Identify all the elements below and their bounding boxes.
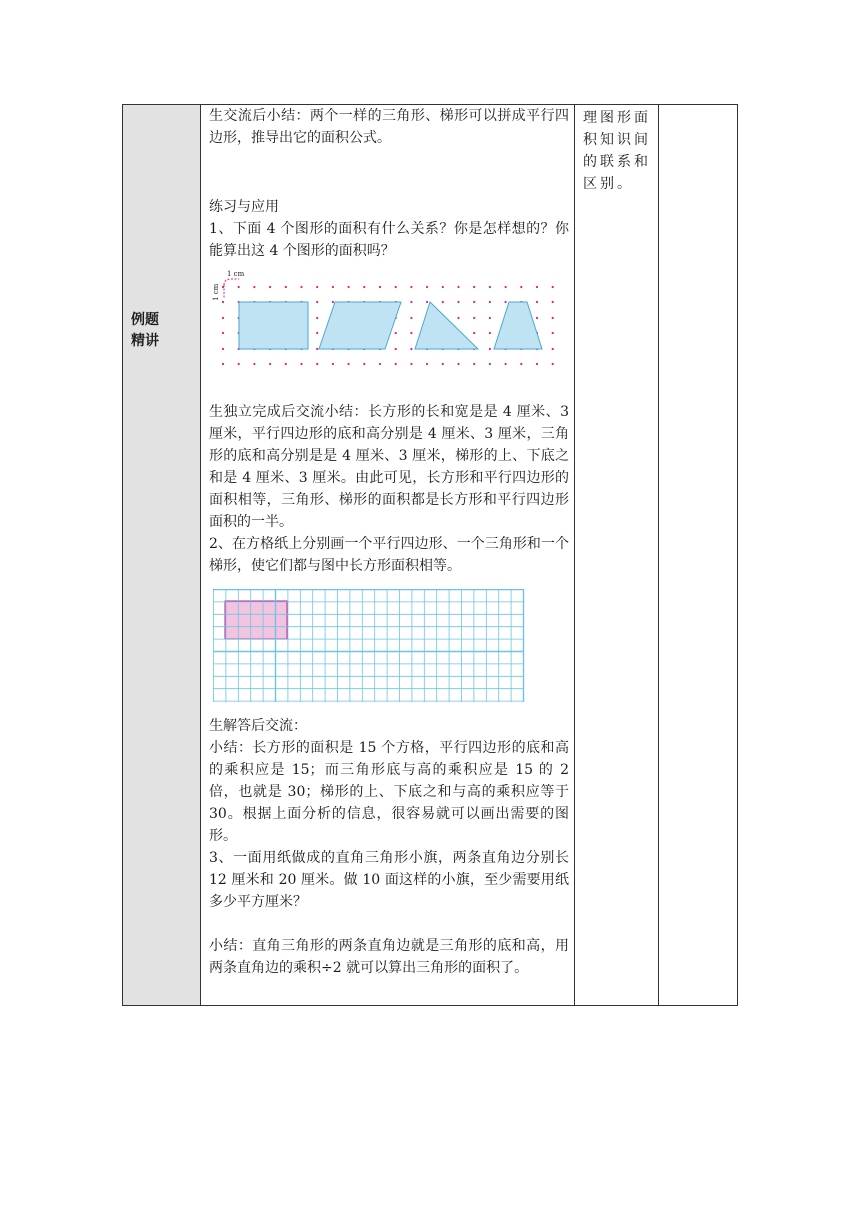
- grid-dot: [316, 348, 318, 350]
- question-1: 1、下面 4 个图形的面积有什么关系？你是怎样想的？你能算出这 4 个图形的面积吗？: [209, 221, 569, 259]
- grid-dot: [410, 286, 412, 288]
- grid-dot: [379, 363, 381, 365]
- grid-dot: [442, 301, 444, 303]
- answer-heading: 生解答后交流：: [209, 718, 307, 734]
- grid-dot: [552, 332, 554, 334]
- grid-dot: [253, 363, 255, 365]
- rectangle-shape: [239, 302, 308, 349]
- question-3: 3、一面用纸做成的直角三角形小旗，两条直角边分别长 12 厘米和 20 厘米。做 10 面这样的小旗，至少需要用纸多少平方厘米？: [209, 850, 569, 910]
- grid-dot: [552, 301, 554, 303]
- grid-dot: [426, 286, 428, 288]
- grid-dot: [395, 332, 397, 334]
- grid-dot: [285, 286, 287, 288]
- grid-dot: [457, 363, 459, 365]
- row-label: [131, 310, 159, 352]
- section-heading: 练习与应用: [209, 199, 279, 215]
- grid-dot: [410, 317, 412, 319]
- grid-dot: [457, 286, 459, 288]
- grid-dot: [410, 301, 412, 303]
- unit-label-vertical: 1 cm: [212, 283, 220, 301]
- grid-dot: [473, 332, 475, 334]
- lesson-table: [122, 104, 738, 1006]
- grid-dot: [332, 301, 334, 303]
- question-2: 2、在方格纸上分别画一个平行四边形、一个三角形和一个梯形，使它们都与图中长方形面积相等。: [209, 536, 569, 574]
- grid-dot: [316, 317, 318, 319]
- grid-dot: [363, 286, 365, 288]
- grid-dot: [395, 363, 397, 365]
- grid-dot: [442, 363, 444, 365]
- grid-dot: [316, 301, 318, 303]
- grid-dot: [348, 363, 350, 365]
- grid-dot: [316, 286, 318, 288]
- grid-dot: [316, 363, 318, 365]
- grid-dot: [426, 363, 428, 365]
- grid-dot: [536, 317, 538, 319]
- summary-paragraph-3: 小结：长方形的面积是 15 个方格，平行四边形的底和高的乘积应是 15；而三角形底与高的乘积应是 15 的 2 倍，也就是 30；梯形的上、下底之和与高的乘积应等于 30。根据上面分析的信息，很容易就可以画出需要的图形。: [209, 740, 569, 844]
- grid-dot: [505, 301, 507, 303]
- blank-cell: [659, 105, 737, 1005]
- grid-dot: [238, 286, 240, 288]
- grid-dot: [238, 363, 240, 365]
- content-cell: [201, 105, 575, 1005]
- grid-dot: [457, 301, 459, 303]
- grid-dot: [348, 286, 350, 288]
- grid-dot: [552, 363, 554, 365]
- grid-dot: [316, 332, 318, 334]
- grid-dot: [489, 332, 491, 334]
- grid-dot: [473, 286, 475, 288]
- grid-dot: [552, 286, 554, 288]
- square-grid-figure: [213, 589, 525, 704]
- grid-dot: [489, 286, 491, 288]
- grid-dot: [505, 363, 507, 365]
- grid-dot: [552, 317, 554, 319]
- grid-dot: [426, 301, 428, 303]
- grid-dot: [536, 286, 538, 288]
- grid-dot: [332, 363, 334, 365]
- grid-dot: [473, 363, 475, 365]
- grid-dot: [363, 363, 365, 365]
- grid-dot: [222, 363, 224, 365]
- grid-dot: [222, 317, 224, 319]
- summary-paragraph-1: 生交流后小结：两个一样的三角形、梯形可以拼成平行四边形，推导出它的面积公式。: [209, 108, 569, 146]
- row-label-line-1: 例题: [131, 312, 159, 328]
- row-label-cell: [123, 105, 201, 1005]
- grid-dot: [473, 301, 475, 303]
- notes-cell: [575, 105, 659, 1005]
- shapes-dot-grid-figure: [209, 269, 565, 369]
- grid-dot: [222, 332, 224, 334]
- unit-bracket-horizontal: [224, 279, 239, 285]
- grid-dot: [536, 301, 538, 303]
- given-rectangle: [225, 601, 287, 639]
- grid-dot: [300, 286, 302, 288]
- grid-dot: [395, 348, 397, 350]
- summary-paragraph-2: 生独立完成后交流小结：长方形的长和宽是是 4 厘米、3 厘米，平行四边形的底和高分别是 4 厘米、3 厘米，三角形的底和高分别是是 4 厘米、3 厘米，梯形的上、下底之和是 4 厘米、3 厘米。由此可见，长方形和平行四边形的面积相等，三角形、梯形的面积都是长方形和平行四边形面积的一半。: [209, 404, 569, 530]
- trapezoid-shape: [494, 302, 542, 349]
- grid-dot: [489, 348, 491, 350]
- grid-dot: [505, 286, 507, 288]
- design-note: 理图形面积知识间的联系和区别。: [583, 110, 651, 192]
- grid-dot: [332, 286, 334, 288]
- grid-dot: [536, 363, 538, 365]
- grid-dot: [457, 317, 459, 319]
- grid-dot: [442, 286, 444, 288]
- parallelogram-shape: [319, 302, 401, 349]
- grid-dot: [410, 363, 412, 365]
- grid-dot: [395, 286, 397, 288]
- grid-dot: [473, 317, 475, 319]
- grid-dot: [253, 286, 255, 288]
- grid-dot: [222, 348, 224, 350]
- grid-dot: [552, 348, 554, 350]
- grid-dot: [379, 286, 381, 288]
- unit-label-horizontal: 1 cm: [227, 270, 245, 278]
- row-label-line-2: 精讲: [131, 333, 159, 349]
- grid-dot: [489, 301, 491, 303]
- grid-dot: [410, 348, 412, 350]
- grid-dot: [410, 332, 412, 334]
- grid-dot: [222, 301, 224, 303]
- grid-dot: [300, 363, 302, 365]
- grid-dot: [489, 363, 491, 365]
- grid-dot: [520, 363, 522, 365]
- summary-paragraph-4: 小结：直角三角形的两条直角边就是三角形的底和高，用两条直角边的乘积÷2 就可以算出三角形的面积了。: [209, 938, 569, 976]
- grid-dot: [489, 317, 491, 319]
- grid-dot: [269, 286, 271, 288]
- grid-dot: [285, 363, 287, 365]
- grid-dot: [520, 286, 522, 288]
- grid-dot: [269, 363, 271, 365]
- triangle-shape: [415, 302, 478, 349]
